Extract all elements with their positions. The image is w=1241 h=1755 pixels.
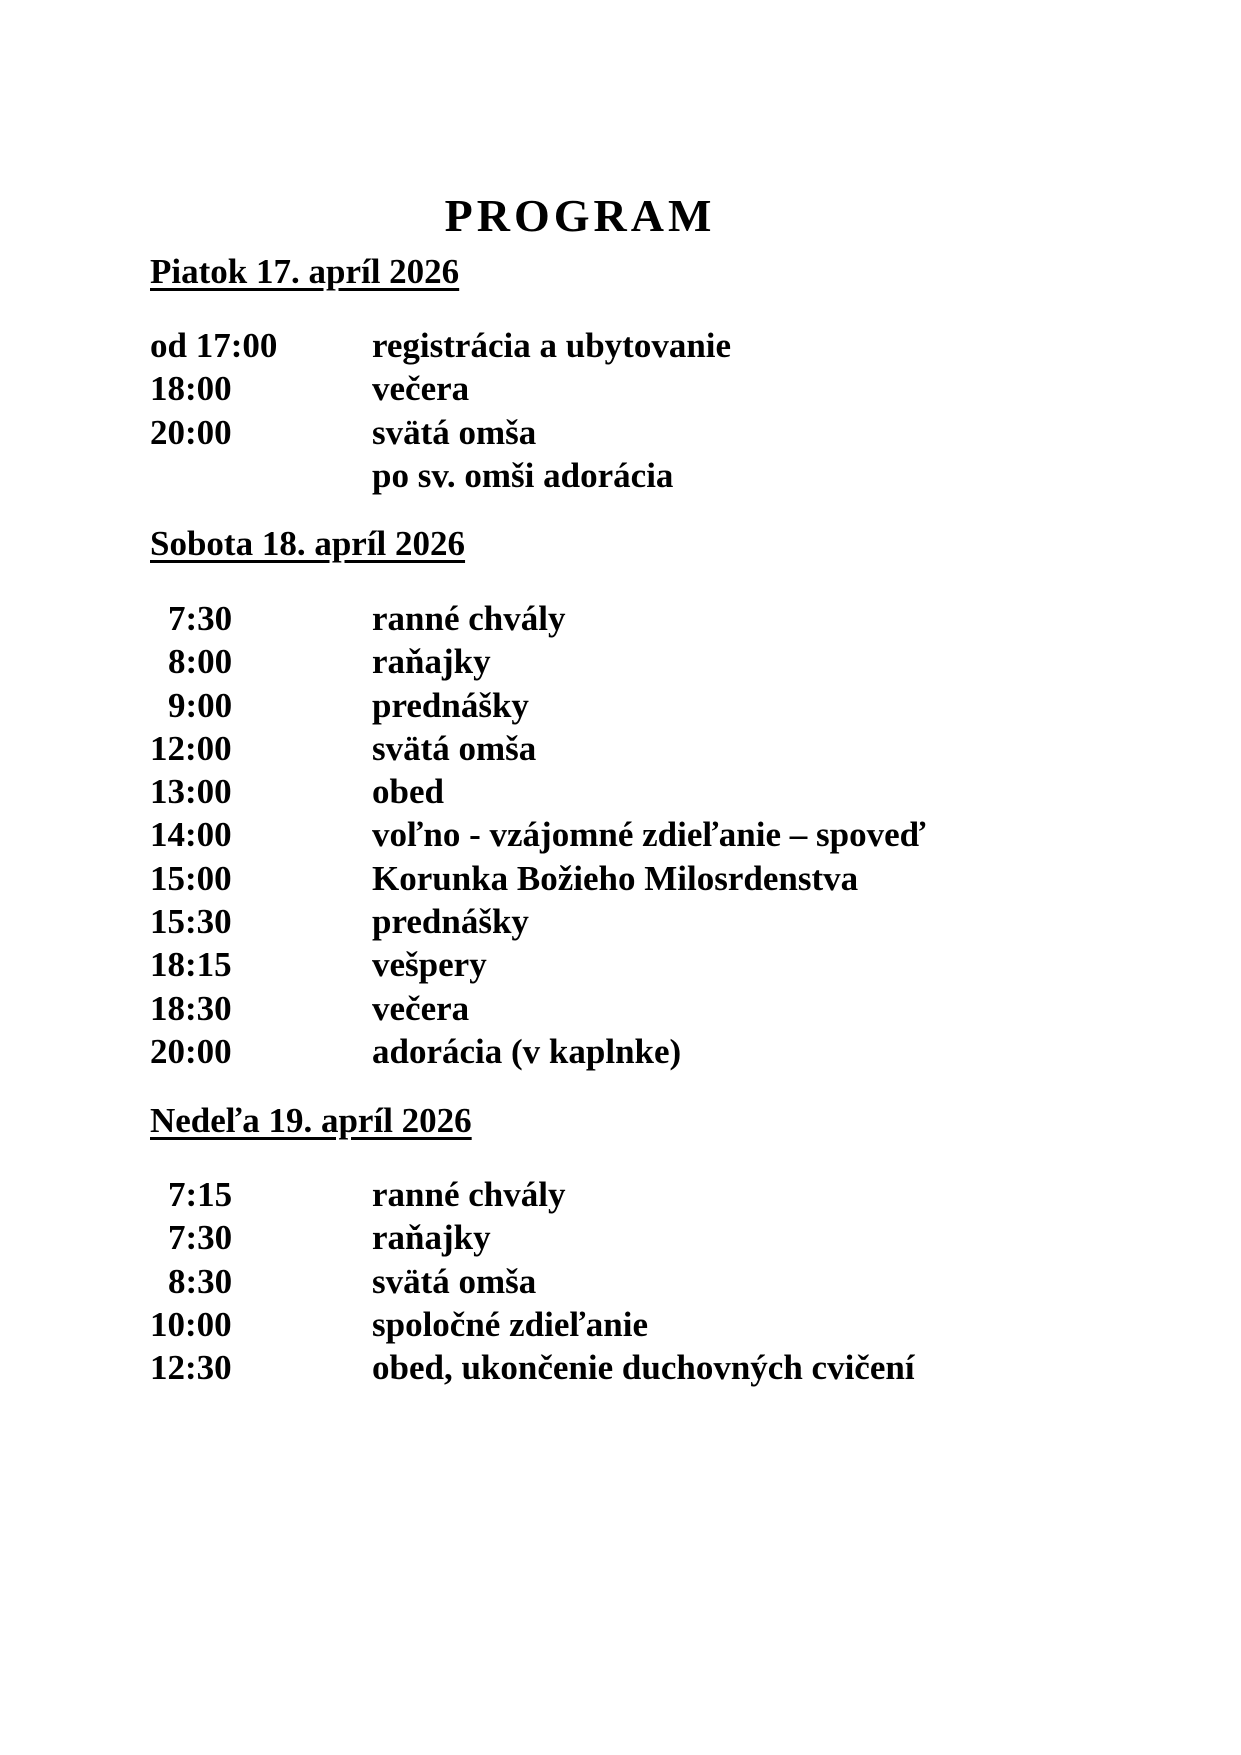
schedule-activity: svätá omša [372,1261,537,1301]
schedule-row [150,1346,1050,1389]
schedule-row [150,770,1050,813]
schedule-time [150,454,372,497]
schedule-time: 18:15 [150,945,232,985]
schedule-row [150,943,1050,986]
schedule-row [150,597,1050,640]
schedule-time: 14:00 [150,815,232,855]
schedule-activity: voľno - vzájomné zdieľanie – spoveď [372,815,926,855]
schedule-row [150,900,1050,943]
schedule-time: 10:00 [150,1304,232,1344]
schedule-activity: Korunka Božieho Milosrdenstva [372,858,859,898]
schedule-activity: registrácia a ubytovanie [372,326,732,365]
schedule-row [150,987,1050,1030]
schedule-row [150,411,1050,454]
schedule-activity: ranné chvály [372,599,566,638]
day-heading: Sobota 18. apríl 2026 [150,524,466,563]
schedule-activity: adorácia (v kaplnke) [372,1031,682,1071]
schedule-time: 18:00 [150,369,232,409]
schedule-row [150,1260,1050,1303]
schedule-time: 18:30 [150,988,232,1028]
day-section-saturday [150,524,1050,1073]
schedule-activity: svätá omša [372,728,537,768]
schedule-row [150,857,1050,900]
schedule-activity: raňajky [372,642,491,682]
schedule-time: 20:00 [150,1031,232,1071]
schedule-activity: prednášky [372,685,529,725]
schedule-time: 20:00 [150,412,232,452]
schedule-activity: obed [372,772,444,812]
schedule-row [150,684,1050,727]
schedule-activity: raňajky [372,1218,491,1258]
schedule-activity: po sv. omši adorácia [372,455,674,495]
schedule-row [150,813,1050,856]
schedule-time: 7:30 [168,1218,233,1258]
schedule-time: 13:00 [150,772,232,812]
day-section-friday [150,252,1050,497]
schedule-row [150,1030,1050,1073]
schedule-row [150,454,1050,497]
page-title: PROGRAM [444,189,716,241]
schedule-time: 15:00 [150,858,232,898]
schedule-time: od 17:00 [150,326,278,365]
schedule-activity: večera [372,988,470,1028]
day-section-sunday [150,1101,1050,1389]
schedule-row [150,1173,1050,1216]
schedule-activity: svätá omša [372,412,537,452]
schedule-row [150,1303,1050,1346]
schedule-activity: večera [372,369,470,409]
schedule-time: 12:30 [150,1348,232,1388]
day-heading: Nedeľa 19. apríl 2026 [150,1101,472,1140]
schedule-list [150,597,1050,1073]
schedule-list [150,1173,1050,1389]
schedule-activity: ranné chvály [372,1175,566,1214]
day-heading: Piatok 17. apríl 2026 [150,252,460,291]
schedule-time: 7:30 [168,599,233,638]
schedule-time: 8:30 [168,1261,233,1301]
schedule-activity: vešpery [372,945,487,985]
schedule-time: 15:30 [150,902,232,942]
schedule-row [150,640,1050,683]
schedule-row [150,324,1050,367]
schedule-time: 7:15 [168,1175,233,1214]
schedule-time: 9:00 [168,685,233,725]
schedule-activity: obed, ukončenie duchovných cvičení [372,1348,915,1388]
schedule-list [150,324,1050,497]
schedule-row [150,727,1050,770]
schedule-row [150,367,1050,410]
schedule-activity: spoločné zdieľanie [372,1304,648,1344]
schedule-row [150,1216,1050,1259]
schedule-time: 12:00 [150,728,232,768]
schedule-time: 8:00 [168,642,233,682]
schedule-activity: prednášky [372,902,529,942]
